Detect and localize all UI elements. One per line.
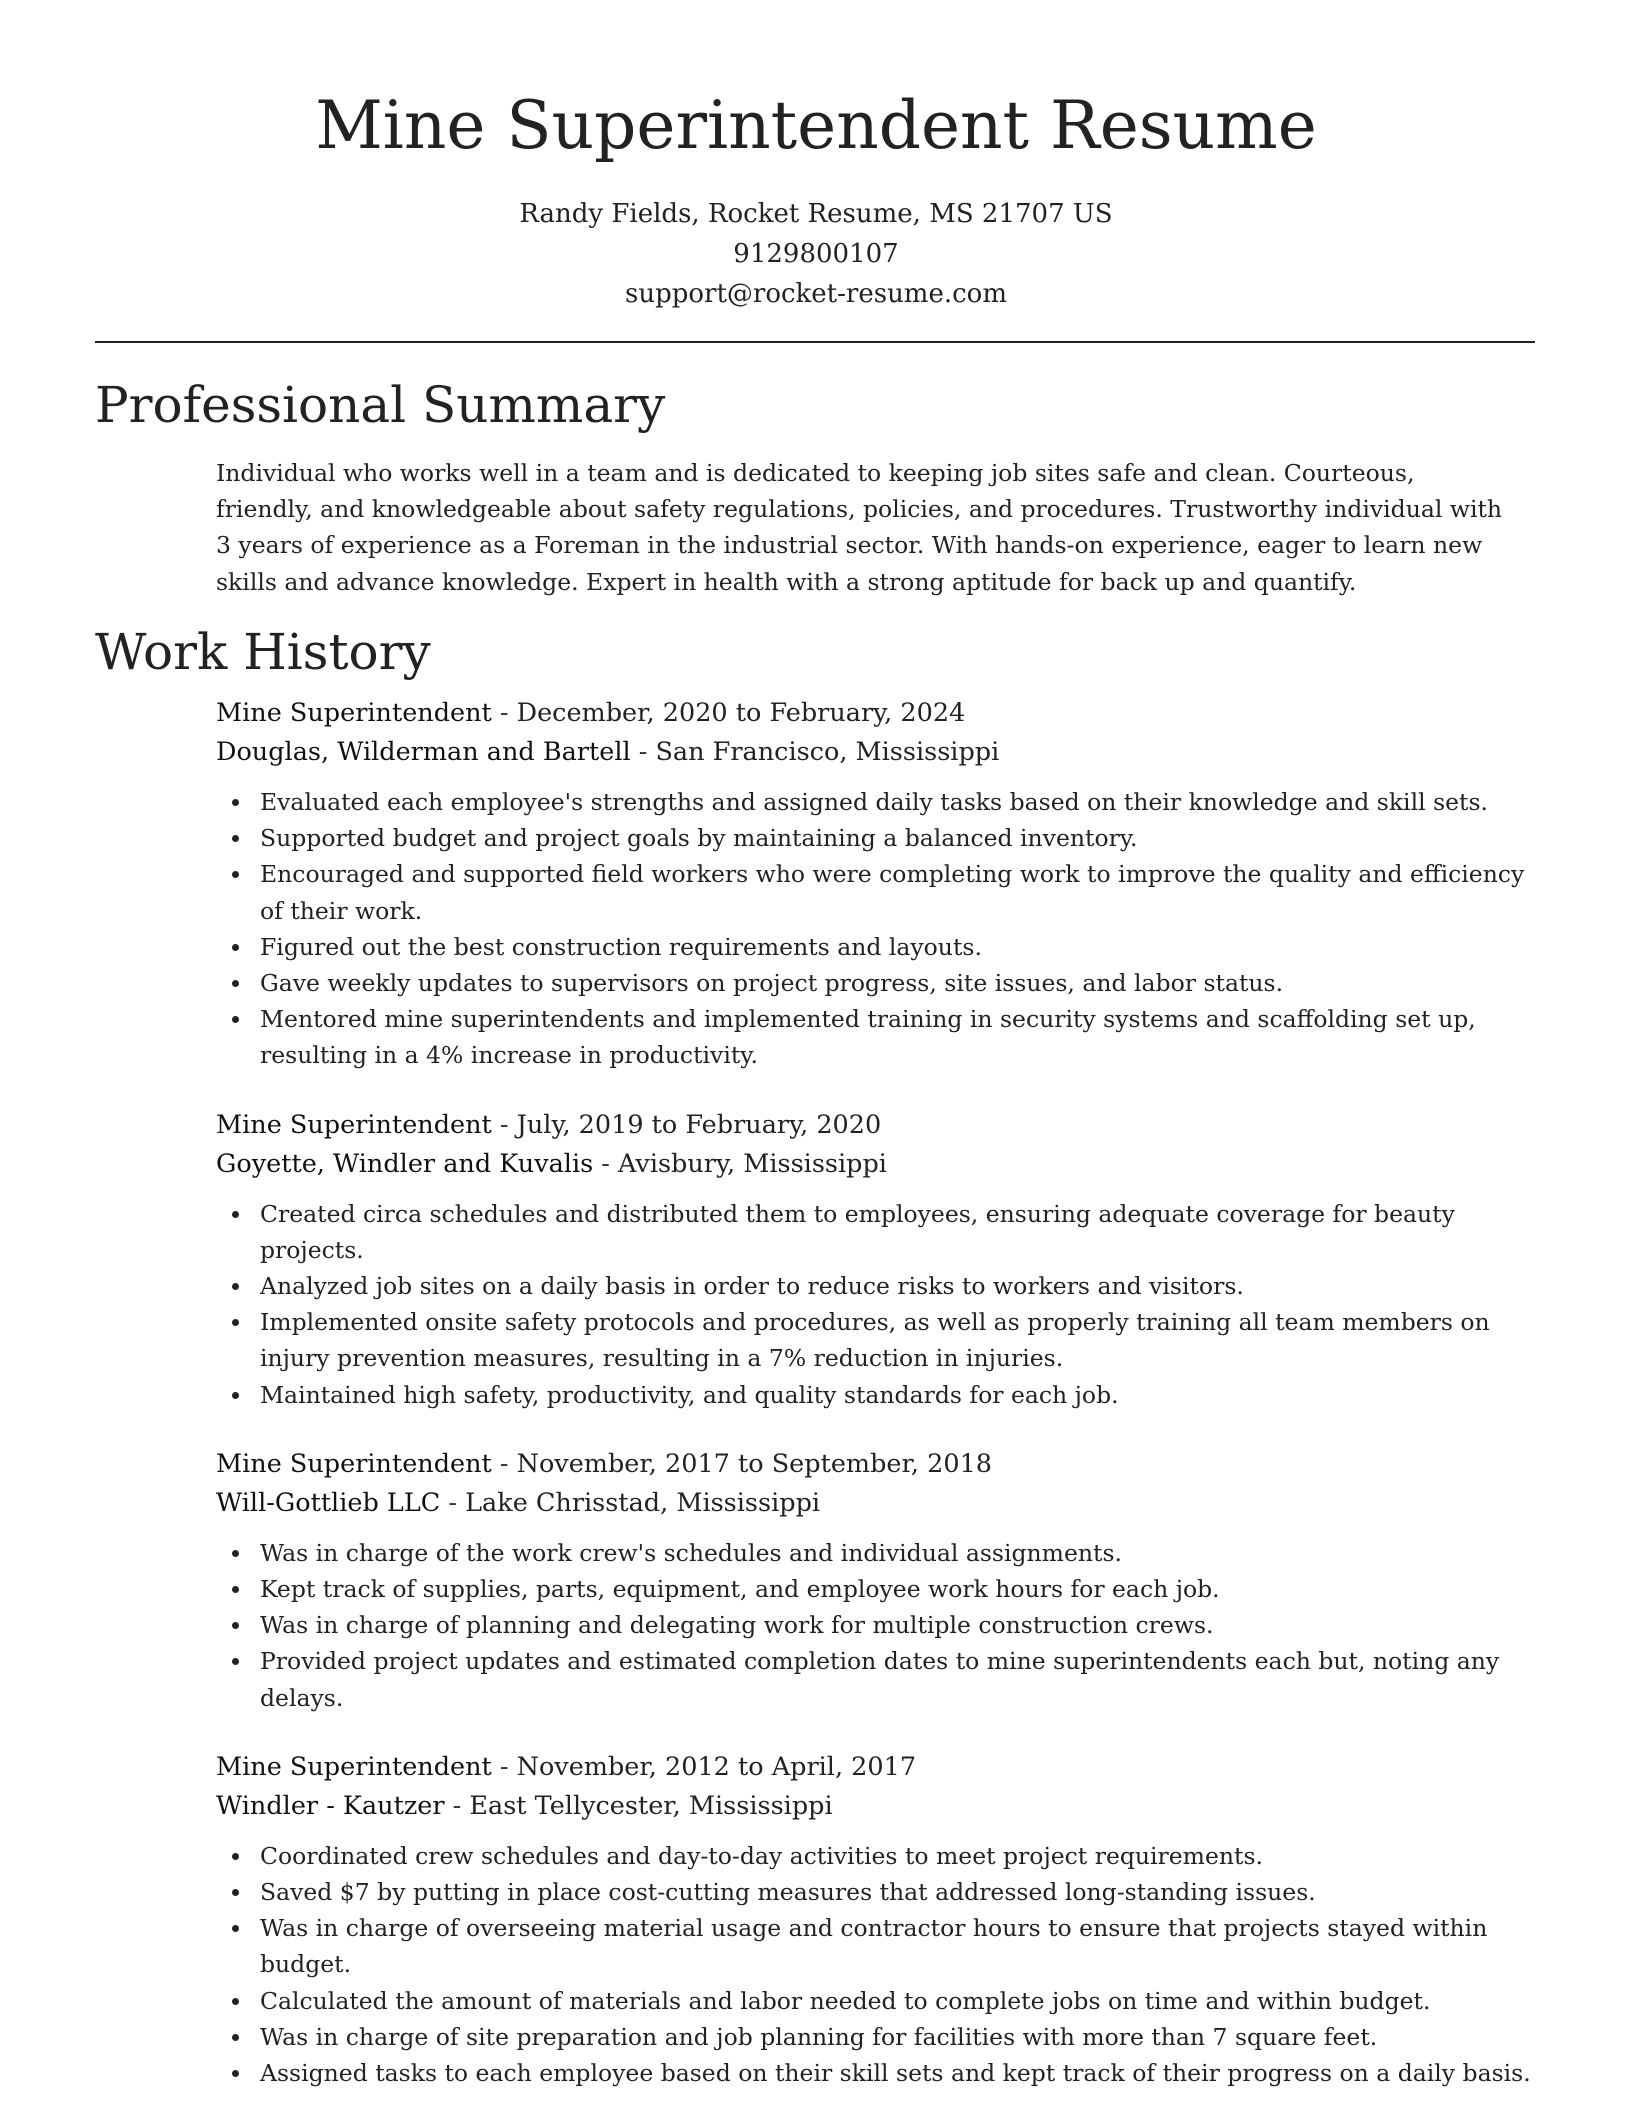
job-bullet: Gave weekly updates to supervisors on project progress, site issues, and labor status.: [260, 965, 1536, 1001]
separator: -: [630, 737, 656, 767]
job-company: Will-Gottlieb LLC: [216, 1487, 441, 1518]
job-location: Lake Chrisstad, Mississippi: [465, 1487, 821, 1518]
job-bullet: Was in charge of overseeing material usage and contractor hours to ensure that projects stayed within budget.: [260, 1910, 1536, 1982]
job-company-line: [216, 733, 1536, 772]
job-bullets: [216, 1838, 1536, 2091]
summary-heading: Professional Summary: [95, 376, 666, 434]
separator: -: [593, 1148, 619, 1179]
separator: -: [444, 1790, 470, 1821]
job-company-line: [216, 1484, 1536, 1523]
job-company: Douglas, Wilderman and Bartell: [216, 737, 631, 767]
job-title: Mine Superintendent: [216, 1109, 492, 1140]
job-bullet: Was in charge of site preparation and job planning for facilities with more than 7 square feet.: [260, 2019, 1536, 2055]
separator: -: [491, 698, 517, 728]
job-bullet: Provided project updates and estimated completion dates to mine superintendents each but, noting any delays.: [260, 1643, 1536, 1715]
separator: -: [491, 1109, 517, 1140]
contact-email: support@rocket-resume.com: [624, 279, 1007, 309]
job-entry: [216, 1748, 1536, 2091]
job-bullet: Assigned tasks to each employee based on their skill sets and kept track of their progress on a daily basis.: [260, 2055, 1536, 2091]
job-bullet: Encouraged and supported field workers who were completing work to improve the quality and efficiency of their work.: [260, 856, 1536, 928]
work-history-heading: Work History: [95, 623, 431, 681]
resume-header: [0, 0, 1632, 314]
job-bullets: [216, 1196, 1536, 1413]
job-bullet: Maintained high safety, productivity, and quality standards for each job.: [260, 1377, 1536, 1413]
job-bullet: Figured out the best construction requirements and layouts.: [260, 929, 1536, 965]
job-bullet: Analyzed job sites on a daily basis in order to reduce risks to workers and visitors.: [260, 1268, 1536, 1304]
job-location: Avisbury, Mississippi: [618, 1148, 887, 1179]
job-bullet: Supported budget and project goals by maintaining a balanced inventory.: [260, 820, 1536, 856]
contact-phone: 9129800107: [733, 239, 899, 269]
job-dates: November, 2017 to September, 2018: [516, 1448, 993, 1479]
header-divider: [95, 341, 1535, 343]
separator: -: [491, 1448, 517, 1479]
job-bullet: Was in charge of planning and delegating work for multiple construction crews.: [260, 1607, 1536, 1643]
job-title-line: [216, 1445, 1536, 1484]
job-entry: [216, 1106, 1536, 1413]
job-bullet: Calculated the amount of materials and labor needed to complete jobs on time and within budget.: [260, 1983, 1536, 2019]
job-bullet: Mentored mine superintendents and implemented training in security systems and scaffolding set up, resulting in a 4% increase in productivity.: [260, 1001, 1536, 1073]
work-history-section: [95, 622, 1535, 2091]
contact-address: Randy Fields, Rocket Resume, MS 21707 US: [519, 199, 1113, 229]
job-title: Mine Superintendent: [216, 698, 492, 728]
summary-text: Individual who works well in a team and is dedicated to keeping job sites safe and clean. Courteous, friendly, and knowledgeable about safety regulations, policies, and procedures. Trustworthy individual with 3 years of experience as a Foreman in the industrial sector. With hands-on experience, eager to learn new skills and advance knowledge. Expert in health with a strong aptitude for back up and quantify.: [216, 459, 1503, 596]
job-dates: November, 2012 to April, 2017: [516, 1751, 917, 1782]
job-title-line: [216, 1106, 1536, 1145]
job-bullet: Implemented onsite safety protocols and procedures, as well as properly training all team members on injury prevention measures, resulting in a 7% reduction in injuries.: [260, 1304, 1536, 1376]
job-entry: [216, 694, 1536, 1074]
job-location: San Francisco, Mississippi: [655, 737, 1000, 767]
job-bullet: Was in charge of the work crew's schedules and individual assignments.: [260, 1535, 1536, 1571]
job-entry: [216, 1445, 1536, 1716]
job-bullet: Saved $7 by putting in place cost-cutting measures that addressed long-standing issues.: [260, 1874, 1536, 1910]
separator: -: [491, 1751, 517, 1782]
job-company: Windler - Kautzer: [216, 1790, 445, 1821]
job-title: Mine Superintendent: [216, 1751, 492, 1782]
job-bullet: Coordinated crew schedules and day-to-day activities to meet project requirements.: [260, 1838, 1536, 1874]
summary-section: [95, 375, 1535, 600]
contact-block: [0, 194, 1632, 314]
job-dates: July, 2019 to February, 2020: [516, 1109, 882, 1140]
job-bullets: [216, 784, 1536, 1074]
job-title-line: [216, 694, 1536, 733]
separator: -: [440, 1487, 466, 1518]
job-bullets: [216, 1535, 1536, 1716]
job-company-line: [216, 1145, 1536, 1184]
job-bullet: Created circa schedules and distributed them to employees, ensuring adequate coverage for beauty projects.: [260, 1196, 1536, 1268]
job-dates: December, 2020 to February, 2024: [516, 698, 966, 728]
job-list: [216, 694, 1536, 2091]
job-company-line: [216, 1787, 1536, 1826]
job-bullet: Kept track of supplies, parts, equipment, and employee work hours for each job.: [260, 1571, 1536, 1607]
job-company: Goyette, Windler and Kuvalis: [216, 1148, 594, 1179]
job-title-line: [216, 1748, 1536, 1787]
job-bullet: Evaluated each employee's strengths and assigned daily tasks based on their knowledge and skill sets.: [260, 784, 1536, 820]
job-title: Mine Superintendent: [216, 1448, 492, 1479]
resume-title: Mine Superintendent Resume: [315, 87, 1317, 164]
job-location: East Tellycester, Mississippi: [469, 1790, 833, 1821]
